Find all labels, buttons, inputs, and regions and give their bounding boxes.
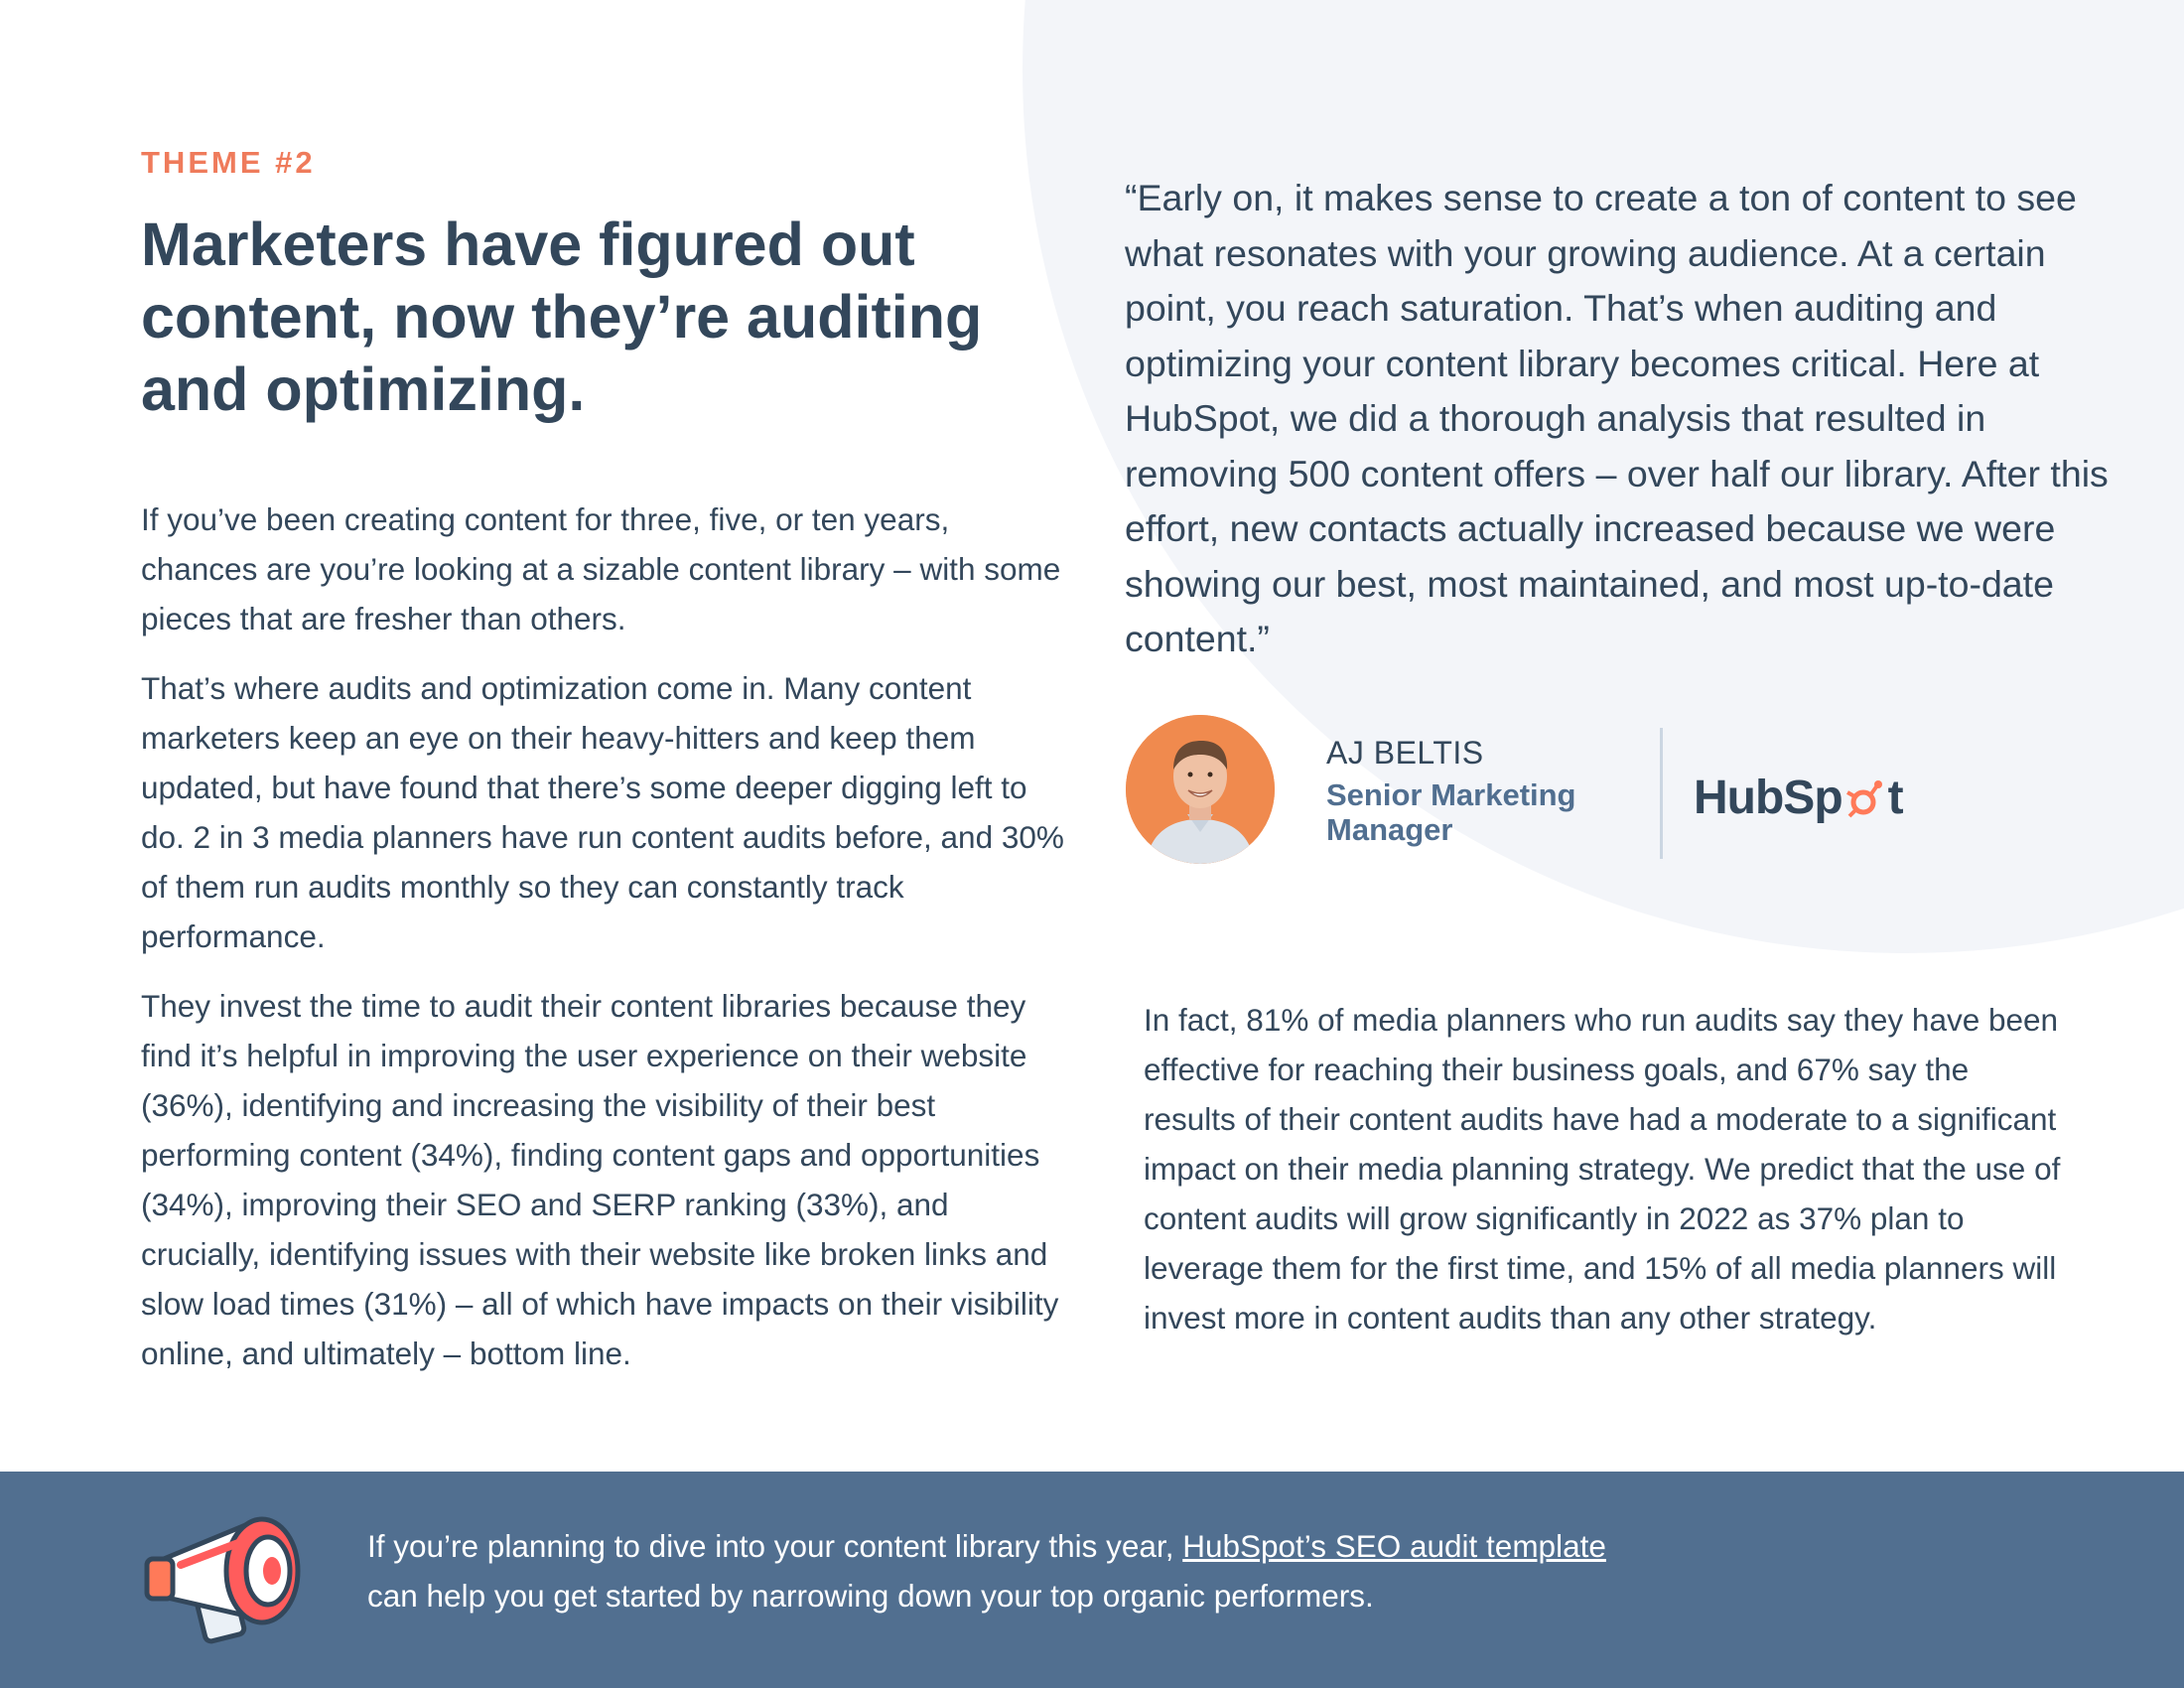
body-paragraph-2: That’s where audits and optimization come in. Many content marketers keep an eye on their heavy-hitters and keep them updated, but have found that there’s some deeper digging left to do. 2 in 3 media planners have run content audits before, and 30% of them run audits monthly so they can constantly track performance. bbox=[141, 670, 1064, 954]
pull-quote: “Early on, it makes sense to create a ton of content to see what resonates with your growing audience. At a certain point, you reach saturation. That’s when auditing and optimizing your content library becomes critical. Here at HubSpot, we did a thorough analysis that resulted in removing 500 content offers – over half our library. After this effort, new contacts actually increased because we were showing our best, most maintained, and most up-to-date content.” bbox=[1125, 177, 2109, 659]
right-body-column: In fact, 81% of media planners who run audits say they have been effective for reaching their business goals, and 67% say the results of their content audits have had a moderate to a significant impact on their media planning strategy. We predict that the use of content audits will grow significantly in 2022 as 37% plan to leverage them for the first time, and 15% of all media planners will invest more in content audits than any other strategy. bbox=[1144, 1002, 2061, 1336]
theme-label: THEME #2 bbox=[141, 145, 316, 180]
avatar-portrait bbox=[1126, 715, 1275, 864]
avatar bbox=[1126, 715, 1275, 864]
speaker-role: Senior Marketing Manager bbox=[1326, 777, 1576, 847]
footer-text-outro: can help you get started by narrowing down your top organic performers. bbox=[367, 1578, 1374, 1614]
body-paragraph-3: They invest the time to audit their content libraries because they find it’s helpful in improving the user experience on their website (36%), identifying and increasing the visibility of their best performing content (34%), finding content gaps and opportunities (34%), improving their SEO and SERP ranking (33%), and crucially, identifying issues with their website like broken links and slow load times (31%) – all of which have impacts on their visibility online, and ultimately – bottom line. bbox=[141, 988, 1059, 1371]
speaker-name: AJ BELTIS bbox=[1326, 735, 1484, 771]
footer-callout-text bbox=[367, 1521, 2115, 1620]
footer-text-intro: If you’re planning to dive into your content library this year, bbox=[367, 1528, 1183, 1564]
logo-text-end: t bbox=[1887, 772, 1903, 824]
hubspot-logo bbox=[1694, 771, 1903, 825]
hubspot-sprocket-icon bbox=[1843, 776, 1887, 820]
logo-text-start: HubSp bbox=[1694, 772, 1843, 824]
left-body-column bbox=[141, 494, 1064, 1398]
vertical-divider bbox=[1660, 728, 1663, 859]
body-paragraph-1: If you’ve been creating content for three, five, or ten years, chances are you’re looking at a sizable content library – with some pieces that are fresher than others. bbox=[141, 501, 1061, 636]
megaphone-icon bbox=[141, 1501, 320, 1650]
page-headline: Marketers have figured out content, now they’re auditing and optimizing. bbox=[141, 211, 983, 423]
seo-audit-template-link[interactable]: HubSpot’s SEO audit template bbox=[1182, 1528, 1606, 1564]
